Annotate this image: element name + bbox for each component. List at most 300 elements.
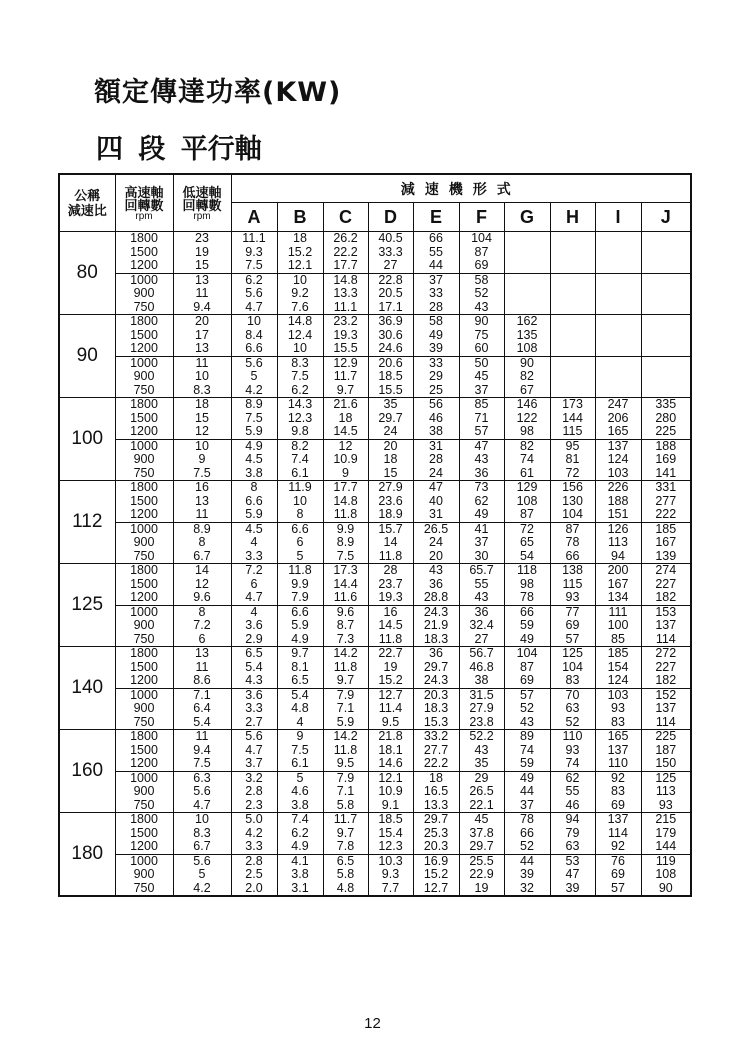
- high-speed-cell: 900: [115, 619, 173, 633]
- power-cell: 6.5: [277, 674, 323, 688]
- power-cell: [641, 259, 691, 273]
- power-cell: 12: [323, 439, 368, 453]
- low-speed-cell: 11: [173, 287, 231, 301]
- power-cell: 12.4: [277, 329, 323, 343]
- power-cell: 200: [595, 564, 641, 578]
- power-cell: 30.6: [368, 329, 413, 343]
- power-cell: 66: [504, 605, 550, 619]
- power-cell: 32.4: [459, 619, 504, 633]
- low-speed-cell: 14: [173, 564, 231, 578]
- power-cell: [550, 232, 595, 246]
- power-cell: 125: [641, 771, 691, 785]
- ratio-cell: 100: [59, 398, 115, 481]
- power-cell: 18: [413, 771, 459, 785]
- power-cell: 150: [655, 757, 677, 770]
- table-row: [59, 868, 691, 882]
- power-cell: 52: [504, 702, 550, 716]
- table-row: [59, 412, 691, 426]
- power-cell: 2.3: [231, 799, 277, 813]
- power-cell: 31.5: [459, 688, 504, 702]
- high-speed-cell: 1200: [115, 840, 173, 854]
- power-cell: 206: [595, 412, 641, 426]
- power-cell: 4.6: [277, 785, 323, 799]
- power-cell: 110: [595, 757, 641, 771]
- power-cell: 3.3: [231, 840, 277, 854]
- power-cell: [550, 315, 595, 329]
- power-cell: 114: [595, 827, 641, 841]
- low-speed-cell: 5.6: [173, 785, 231, 799]
- low-speed-cell: 9: [173, 453, 231, 467]
- table-row: [59, 771, 691, 785]
- power-cell: 9.8: [277, 425, 323, 439]
- power-cell: 4.9: [277, 840, 323, 854]
- power-cell: 38: [459, 674, 504, 688]
- high-speed-cell: 1000: [115, 854, 173, 868]
- power-cell: 113: [595, 536, 641, 550]
- power-cell: 11.8: [323, 508, 368, 522]
- power-cell: 71: [459, 412, 504, 426]
- power-cell: 19.3: [368, 591, 413, 605]
- power-cell: 138: [550, 564, 595, 578]
- power-cell: 11.6: [323, 591, 368, 605]
- power-cell: 6.2: [231, 273, 277, 287]
- power-cell: 24.3: [413, 674, 459, 688]
- high-speed-cell: 1800: [115, 481, 173, 495]
- power-cell: [641, 370, 691, 384]
- low-speed-cell: 13: [173, 495, 231, 509]
- power-cell: 114: [641, 716, 691, 730]
- power-cell: 139: [641, 550, 691, 564]
- power-cell: 20.6: [368, 356, 413, 370]
- high-speed-cell: 1500: [115, 661, 173, 675]
- high-speed-cell: 900: [115, 536, 173, 550]
- power-cell: 12.9: [323, 356, 368, 370]
- power-cell: 56.7: [459, 647, 504, 661]
- power-cell: 9.9: [323, 522, 368, 536]
- low-speed-cell: 9.6: [173, 591, 231, 605]
- power-cell: 115: [550, 425, 595, 439]
- power-cell: 37: [504, 799, 550, 813]
- power-cell: 10: [231, 315, 277, 329]
- power-cell: 52: [550, 716, 595, 730]
- ratio-cell: 80: [59, 232, 115, 315]
- power-cell: 36: [459, 605, 504, 619]
- power-cell: 8.4: [231, 329, 277, 343]
- power-cell: 11.1: [323, 301, 368, 315]
- power-cell: 37: [413, 273, 459, 287]
- power-cell: 28.8: [413, 591, 459, 605]
- high-speed-cell: 1200: [115, 342, 173, 356]
- power-cell: 152: [641, 688, 691, 702]
- column-header-e: E: [413, 203, 459, 232]
- power-cell: 85: [459, 398, 504, 412]
- power-cell: 15.7: [368, 522, 413, 536]
- power-cell: 15.5: [323, 342, 368, 356]
- high-speed-cell: 1500: [115, 578, 173, 592]
- high-speed-cell: 900: [115, 785, 173, 799]
- power-cell: [550, 342, 595, 356]
- power-cell: 9.7: [323, 384, 368, 398]
- power-cell: 118: [504, 564, 550, 578]
- table-row: [59, 287, 691, 301]
- power-cell: 188: [641, 439, 691, 453]
- low-speed-cell: 13: [173, 273, 231, 287]
- power-cell: 13.3: [413, 799, 459, 813]
- ratio-cell: 140: [59, 647, 115, 730]
- power-cell: 28: [368, 564, 413, 578]
- low-speed-cell: 23: [173, 232, 231, 246]
- power-cell: 60: [459, 342, 504, 356]
- low-speed-cell: 5.6: [173, 854, 231, 868]
- power-cell: 31: [413, 439, 459, 453]
- power-cell: 43: [459, 591, 504, 605]
- power-cell: 9.5: [368, 716, 413, 730]
- power-cell: 11.8: [368, 633, 413, 647]
- power-cell: 277: [655, 494, 677, 508]
- power-cell: 24: [413, 536, 459, 550]
- power-cell: 62: [550, 771, 595, 785]
- power-cell: 7.9: [323, 688, 368, 702]
- power-cell: 55: [550, 785, 595, 799]
- table-row: [59, 536, 691, 550]
- power-cell: 129: [504, 481, 550, 495]
- table-row: [59, 757, 691, 771]
- power-cell: 94: [550, 813, 595, 827]
- power-cell: [641, 315, 691, 329]
- power-cell: 111: [595, 605, 641, 619]
- power-cell: [550, 246, 595, 260]
- high-speed-cell: 750: [115, 301, 173, 315]
- low-speed-cell: 10: [173, 813, 231, 827]
- ratio-cell: 112: [59, 481, 115, 564]
- power-cell: 18.3: [413, 702, 459, 716]
- power-cell: 75: [459, 329, 504, 343]
- column-header-d: D: [368, 203, 413, 232]
- low-speed-cell: 9.4: [173, 744, 231, 758]
- power-cell: 40.5: [368, 232, 413, 246]
- power-cell: 28: [413, 301, 459, 315]
- table-row: [59, 356, 691, 370]
- power-cell: 27: [368, 259, 413, 273]
- low-speed-cell: 9.4: [173, 301, 231, 315]
- power-cell: [595, 246, 641, 260]
- power-cell: [641, 273, 691, 287]
- power-cell: 2.5: [231, 868, 277, 882]
- power-cell: 46: [413, 412, 459, 426]
- power-cell: 95: [550, 439, 595, 453]
- power-cell: 11.9: [277, 481, 323, 495]
- power-cell: 87: [504, 661, 550, 675]
- high-speed-cell: 1500: [115, 412, 173, 426]
- power-cell: 47: [459, 439, 504, 453]
- power-cell: 49: [504, 633, 550, 647]
- table-row: [59, 605, 691, 619]
- power-cell: 56: [413, 398, 459, 412]
- power-cell: 98: [504, 425, 550, 439]
- power-cell: [595, 287, 641, 301]
- high-speed-cell: 750: [115, 716, 173, 730]
- low-speed-cell: 6.4: [173, 702, 231, 716]
- power-cell: 37: [459, 536, 504, 550]
- power-cell: [641, 356, 691, 370]
- power-cell: 225: [655, 729, 677, 743]
- power-cell: 20.5: [368, 287, 413, 301]
- power-cell: 15: [368, 467, 413, 481]
- power-cell: [595, 370, 641, 384]
- power-cell: 14.5: [368, 619, 413, 633]
- power-cell: 4: [277, 716, 323, 730]
- power-cell: [550, 370, 595, 384]
- table-row: [59, 688, 691, 702]
- high-speed-cell: 1000: [115, 771, 173, 785]
- power-cell: 146: [504, 398, 550, 412]
- low-speed-cell: 19: [173, 246, 231, 260]
- table-row: [59, 301, 691, 315]
- power-cell: [550, 384, 595, 398]
- low-speed-cell: 13: [173, 342, 231, 356]
- power-cell: 22.9: [459, 868, 504, 882]
- power-cell: [504, 287, 550, 301]
- power-cell: [550, 356, 595, 370]
- power-cell: 4.7: [231, 591, 277, 605]
- power-cell: 2.0: [231, 882, 277, 897]
- ratio-cell: 160: [59, 730, 115, 813]
- power-cell: 4.8: [323, 882, 368, 897]
- high-speed-cell: 750: [115, 384, 173, 398]
- power-cell: 36.9: [368, 315, 413, 329]
- low-speed-cell: 4.7: [173, 799, 231, 813]
- power-cell: 7.9: [277, 591, 323, 605]
- power-cell: 93: [550, 744, 595, 758]
- header-low-speed-rpm: rpm: [193, 210, 211, 222]
- power-cell: 5.8: [323, 799, 368, 813]
- column-header-h: H: [550, 203, 595, 232]
- power-cell: 66: [504, 827, 550, 841]
- power-cell: 4.8: [277, 702, 323, 716]
- table-row: [59, 453, 691, 467]
- power-cell: 26.5: [459, 785, 504, 799]
- table-row: [59, 882, 691, 897]
- low-speed-cell: 16: [173, 481, 231, 495]
- header-high-speed: [115, 174, 173, 232]
- high-speed-cell: 1800: [115, 398, 173, 412]
- power-cell: 4.5: [231, 522, 277, 536]
- power-cell: 4.9: [231, 439, 277, 453]
- table-row: [59, 508, 691, 522]
- power-cell: 5.6: [231, 356, 277, 370]
- power-cell: 87: [459, 246, 504, 260]
- power-cell: 69: [595, 799, 641, 813]
- low-speed-cell: 8.6: [173, 674, 231, 688]
- column-header-j: J: [641, 203, 691, 232]
- header-high-speed-rpm: rpm: [135, 210, 153, 222]
- power-cell: 6: [231, 578, 277, 592]
- power-cell: 14.4: [323, 578, 368, 592]
- power-cell: 43: [459, 453, 504, 467]
- power-cell: 5.4: [277, 688, 323, 702]
- power-cell: 69: [550, 619, 595, 633]
- power-cell: 7.2: [231, 564, 277, 578]
- table-row: [59, 315, 691, 329]
- power-cell: [550, 301, 595, 315]
- power-cell: 12.7: [368, 688, 413, 702]
- power-cell: 20: [413, 550, 459, 564]
- power-cell: 5.6: [231, 287, 277, 301]
- power-cell: 10: [277, 342, 323, 356]
- high-speed-cell: 1500: [115, 246, 173, 260]
- low-speed-cell: 11: [173, 356, 231, 370]
- power-cell: 89: [504, 730, 550, 744]
- high-speed-cell: 1000: [115, 356, 173, 370]
- power-cell: 125: [550, 647, 595, 661]
- power-cell: 20.3: [413, 688, 459, 702]
- power-cell: 11.7: [323, 813, 368, 827]
- power-cell: 113: [655, 785, 676, 798]
- table-row: [59, 550, 691, 564]
- power-cell: 5.9: [231, 425, 277, 439]
- page-title: 額定傳達功率(KW): [94, 77, 342, 108]
- power-cell: 7.5: [277, 744, 323, 758]
- high-speed-cell: 1500: [115, 744, 173, 758]
- power-cell: 39: [504, 868, 550, 882]
- power-cell: 7.4: [277, 813, 323, 827]
- column-header-b: B: [277, 203, 323, 232]
- power-cell: 52.2: [459, 730, 504, 744]
- power-cell: 29: [459, 771, 504, 785]
- power-cell: 144: [550, 412, 595, 426]
- table-row: [59, 495, 691, 509]
- power-cell: 11.8: [277, 564, 323, 578]
- low-speed-cell: 17: [173, 329, 231, 343]
- power-cell: 2.8: [231, 785, 277, 799]
- power-cell: 14.2: [323, 647, 368, 661]
- power-cell: [641, 342, 691, 356]
- power-cell: 153: [641, 605, 691, 619]
- low-speed-cell: 8: [173, 536, 231, 550]
- power-cell: 22.7: [368, 647, 413, 661]
- power-cell: 7.9: [323, 771, 368, 785]
- power-cell: 4.5: [231, 453, 277, 467]
- power-cell: 6.6: [277, 522, 323, 536]
- power-cell: 69: [595, 868, 641, 882]
- header-low-speed: [173, 174, 231, 232]
- power-cell: 3.7: [231, 757, 277, 771]
- column-header-g: G: [504, 203, 550, 232]
- low-speed-cell: 11: [173, 661, 231, 675]
- power-cell: 23.7: [368, 578, 413, 592]
- power-cell: 24.6: [368, 342, 413, 356]
- low-speed-cell: 10: [173, 439, 231, 453]
- power-cell: 215: [655, 812, 677, 826]
- low-speed-cell: 15: [173, 412, 231, 426]
- power-cell: 76: [595, 854, 641, 868]
- power-cell: 5.9: [231, 508, 277, 522]
- power-cell: 21.6: [323, 398, 368, 412]
- power-cell: 12.7: [413, 882, 459, 897]
- power-cell: 100: [595, 619, 641, 633]
- low-speed-cell: 8.9: [173, 522, 231, 536]
- power-cell: 78: [504, 813, 550, 827]
- page-number: 12: [364, 1015, 381, 1032]
- power-cell: 103: [595, 688, 641, 702]
- power-cell: 4: [231, 536, 277, 550]
- power-cell: 90: [459, 315, 504, 329]
- table-row: [59, 854, 691, 868]
- power-cell: 57: [595, 882, 641, 897]
- power-cell: 17.7: [323, 481, 368, 495]
- table-row: [59, 785, 691, 799]
- power-cell: 4.9: [277, 633, 323, 647]
- high-speed-cell: 900: [115, 453, 173, 467]
- power-cell: 14.5: [323, 425, 368, 439]
- power-cell: 69: [504, 674, 550, 688]
- power-cell: 47: [550, 868, 595, 882]
- table-row: [59, 425, 691, 439]
- table-row: [59, 522, 691, 536]
- power-cell: 5: [231, 370, 277, 384]
- power-cell: 78: [504, 591, 550, 605]
- power-cell: 185: [595, 647, 641, 661]
- power-cell: 59: [504, 619, 550, 633]
- header-nominal-ratio: [59, 174, 115, 232]
- power-cell: 9: [323, 467, 368, 481]
- power-cell: 12.1: [368, 771, 413, 785]
- high-speed-cell: 900: [115, 868, 173, 882]
- power-cell: 5.9: [323, 716, 368, 730]
- column-header-f: F: [459, 203, 504, 232]
- high-speed-cell: 1800: [115, 730, 173, 744]
- power-cell: 24: [413, 467, 459, 481]
- table-row: [59, 716, 691, 730]
- power-cell: 82: [504, 370, 550, 384]
- power-cell: 5.4: [231, 661, 277, 675]
- power-cell: 8.7: [323, 619, 368, 633]
- power-cell: 11.7: [323, 370, 368, 384]
- power-cell: 36: [459, 467, 504, 481]
- power-rating-table: [58, 173, 692, 897]
- power-cell: 92: [595, 840, 641, 854]
- power-cell: 225: [655, 425, 677, 438]
- power-cell: 7.8: [323, 840, 368, 854]
- power-cell: 11.8: [323, 661, 368, 675]
- power-cell: 3.2: [231, 771, 277, 785]
- power-cell: 22.1: [459, 799, 504, 813]
- power-cell: 15.2: [368, 674, 413, 688]
- power-cell: 10.9: [323, 453, 368, 467]
- power-cell: 15.4: [368, 827, 413, 841]
- power-cell: [641, 287, 691, 301]
- high-speed-cell: 1200: [115, 757, 173, 771]
- power-cell: 22.8: [368, 273, 413, 287]
- power-cell: 16.5: [413, 785, 459, 799]
- power-cell: 7.5: [323, 550, 368, 564]
- power-cell: 39: [550, 882, 595, 897]
- power-cell: 12.3: [277, 412, 323, 426]
- power-cell: 272: [655, 646, 677, 660]
- power-cell: [550, 287, 595, 301]
- power-cell: 2.7: [231, 716, 277, 730]
- power-cell: 52: [459, 287, 504, 301]
- table-row: [59, 591, 691, 605]
- table-row: [59, 329, 691, 343]
- power-cell: 103: [595, 467, 641, 481]
- low-speed-cell: 11: [173, 730, 231, 744]
- table-row: [59, 702, 691, 716]
- power-cell: [595, 384, 641, 398]
- low-speed-cell: 7.2: [173, 619, 231, 633]
- power-cell: 6.5: [231, 647, 277, 661]
- power-cell: 79: [550, 827, 595, 841]
